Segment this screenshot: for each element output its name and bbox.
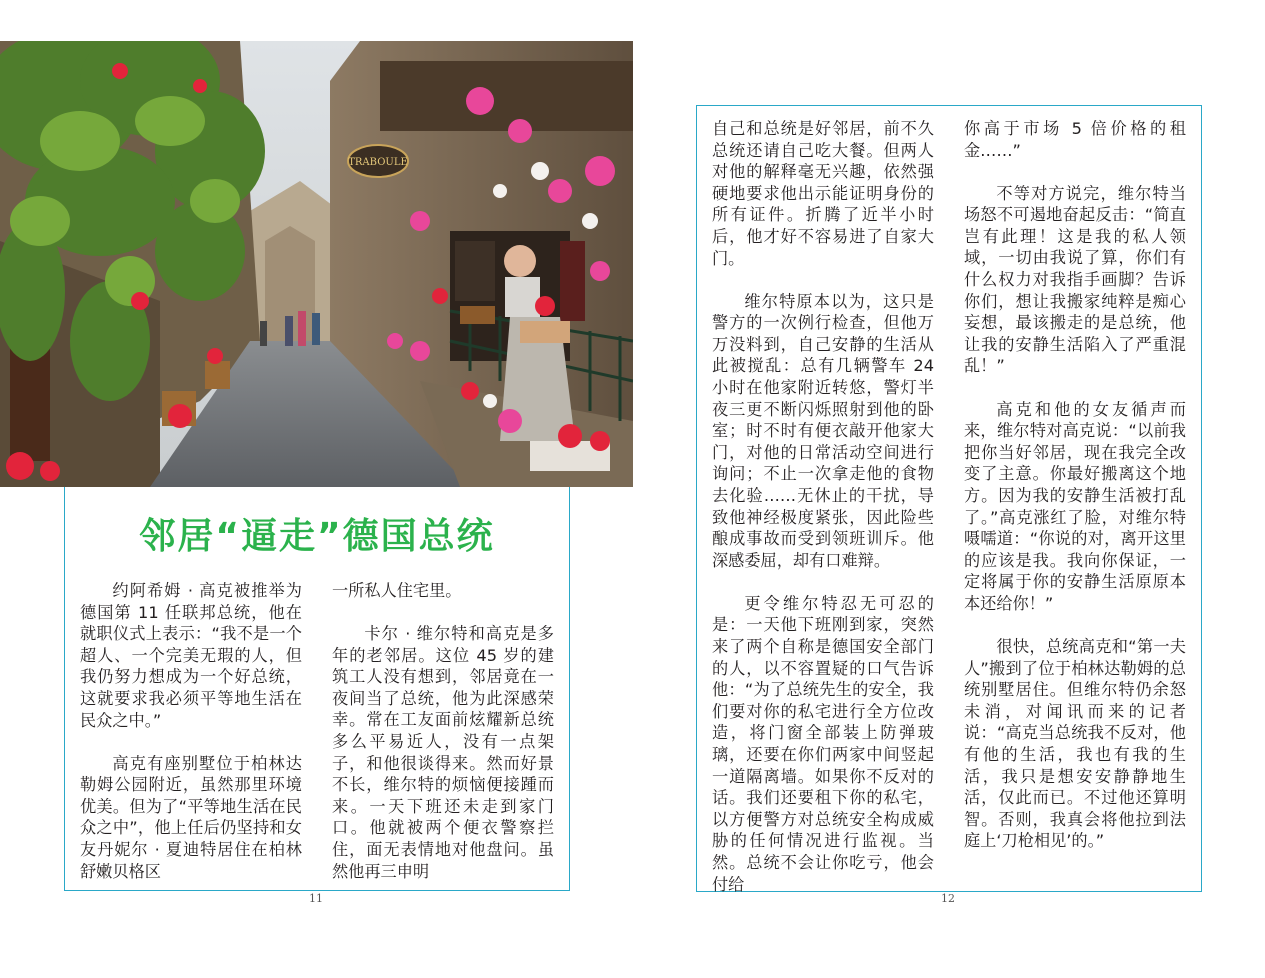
text-column-3 [712, 118, 934, 917]
paragraph: 约阿希姆 · 高克被推举为德国第 11 任联邦总统，他在就职仪式上表示：“我不是一个超人、一个完美无瑕的人，但我仍努力想成为一个好总统，这就要求我必须平等地生活在民众之中。” [80, 581, 302, 730]
paragraph: 更令维尔特忍无可忍的是：一天他下班刚到家，突然来了两个自称是德国安全部门的人，以不容置疑的口气告诉他：“为了总统先生的安全，我们要对你的私宅进行全方位改造，将门窗全部装上防弹玻璃，还要在你们两家中间竖起一道隔离墙。如果你不反对的话。我们还要租下你的私宅，以方便警方对总统安全构成威胁的任何情况进行监视。当然。总统不会让你吃亏，他会付给 [712, 593, 934, 894]
page-number-right: 12 [941, 892, 955, 905]
paragraph: 一所私人住宅里。 [332, 581, 462, 600]
text-column-1 [80, 580, 302, 904]
article-title: 邻居“逼走”德国总统 [139, 516, 495, 557]
text-column-2 [332, 580, 554, 904]
street-photo [0, 41, 633, 487]
paragraph: 不等对方说完，维尔特当场怒不可遏地奋起反击：“简直岂有此理！这是我的私人领域，一切由我说了算，你们有什么权力对我指手画脚？告诉你们，想让我搬家纯粹是痴心妄想，最该搬走的是总统，他让我的安静生活陷入了严重混乱！” [964, 183, 1186, 376]
paragraph: 高克和他的女友循声而来，维尔特对高克说：“以前我把你当好邻居，现在我完全改变了主意。你最好搬离这个地方。因为我的安静生活被打乱了。”高克涨红了脸，对维尔特嗫嚅道：“你说的对，离开这里的应该是我。我向你保证，一定将属于你的安静生活原原本本还给你！” [964, 399, 1186, 613]
paragraph: 自己和总统是好邻居，前不久总统还请自己吃大餐。但两人对他的解释毫无兴趣，依然强硬地要求他出示能证明身份的所有证件。折腾了近半小时后，他才好不容易进了自家大门。 [712, 119, 934, 268]
sign-text: TRABOULE [348, 157, 408, 168]
paragraph: 卡尔 · 维尔特和高克是多年的老邻居。这位 45 岁的建筑工人没有想到，邻居竟在一夜间当了总统，他为此深感荣幸。常在工友面前炫耀新总统多么平易近人，没有一点架子，和他很谈得来。然而好景不长，维尔特的烦恼便接踵而来。一天下班还未走到家门口。他就被两个便衣警察拦住，面无表情地对他盘问。虽然他再三申明 [332, 624, 554, 881]
page-number-left: 11 [309, 892, 323, 905]
paragraph: 很快，总统高克和“第一夫人”搬到了位于柏林达勒姆的总统别墅居住。但维尔特仍余怒未消，对闻讯而来的记者说：“高克当总统我不反对，他有他的生活，我也有我的生活，我只是想安安静静地生活，仅此而已。不过他还算明智。否则，我真会将他拉到法庭上‘刀枪相见’的。” [964, 636, 1186, 851]
text-column-4 [964, 118, 1186, 873]
paragraph: 维尔特原本以为，这只是警方的一次例行检查，但他万万没料到，自己安静的生活从此被搅乱：总有几辆警车 24 小时在他家附近转悠，警灯半夜三更不断闪烁照射到他的卧室；时不时有便衣敲开他家大门，对他的日常活动空间进行询问；不止一次拿走他的食物去化验……无休止的干扰，导致他神经极度紧张，因此险些酿成事故而受到领班训斥。他深感委屈，却有口难辩。 [712, 291, 934, 570]
paragraph: 你高于市场 5 倍价格的租金……” [964, 119, 1186, 160]
paragraph: 高克有座别墅位于柏林达勒姆公园附近，虽然那里环境优美。但为了“平等地生活在民众之中”，他上任后仍坚持和女友丹妮尔 · 夏迪特居住在柏林舒嫩贝格区 [80, 753, 302, 881]
